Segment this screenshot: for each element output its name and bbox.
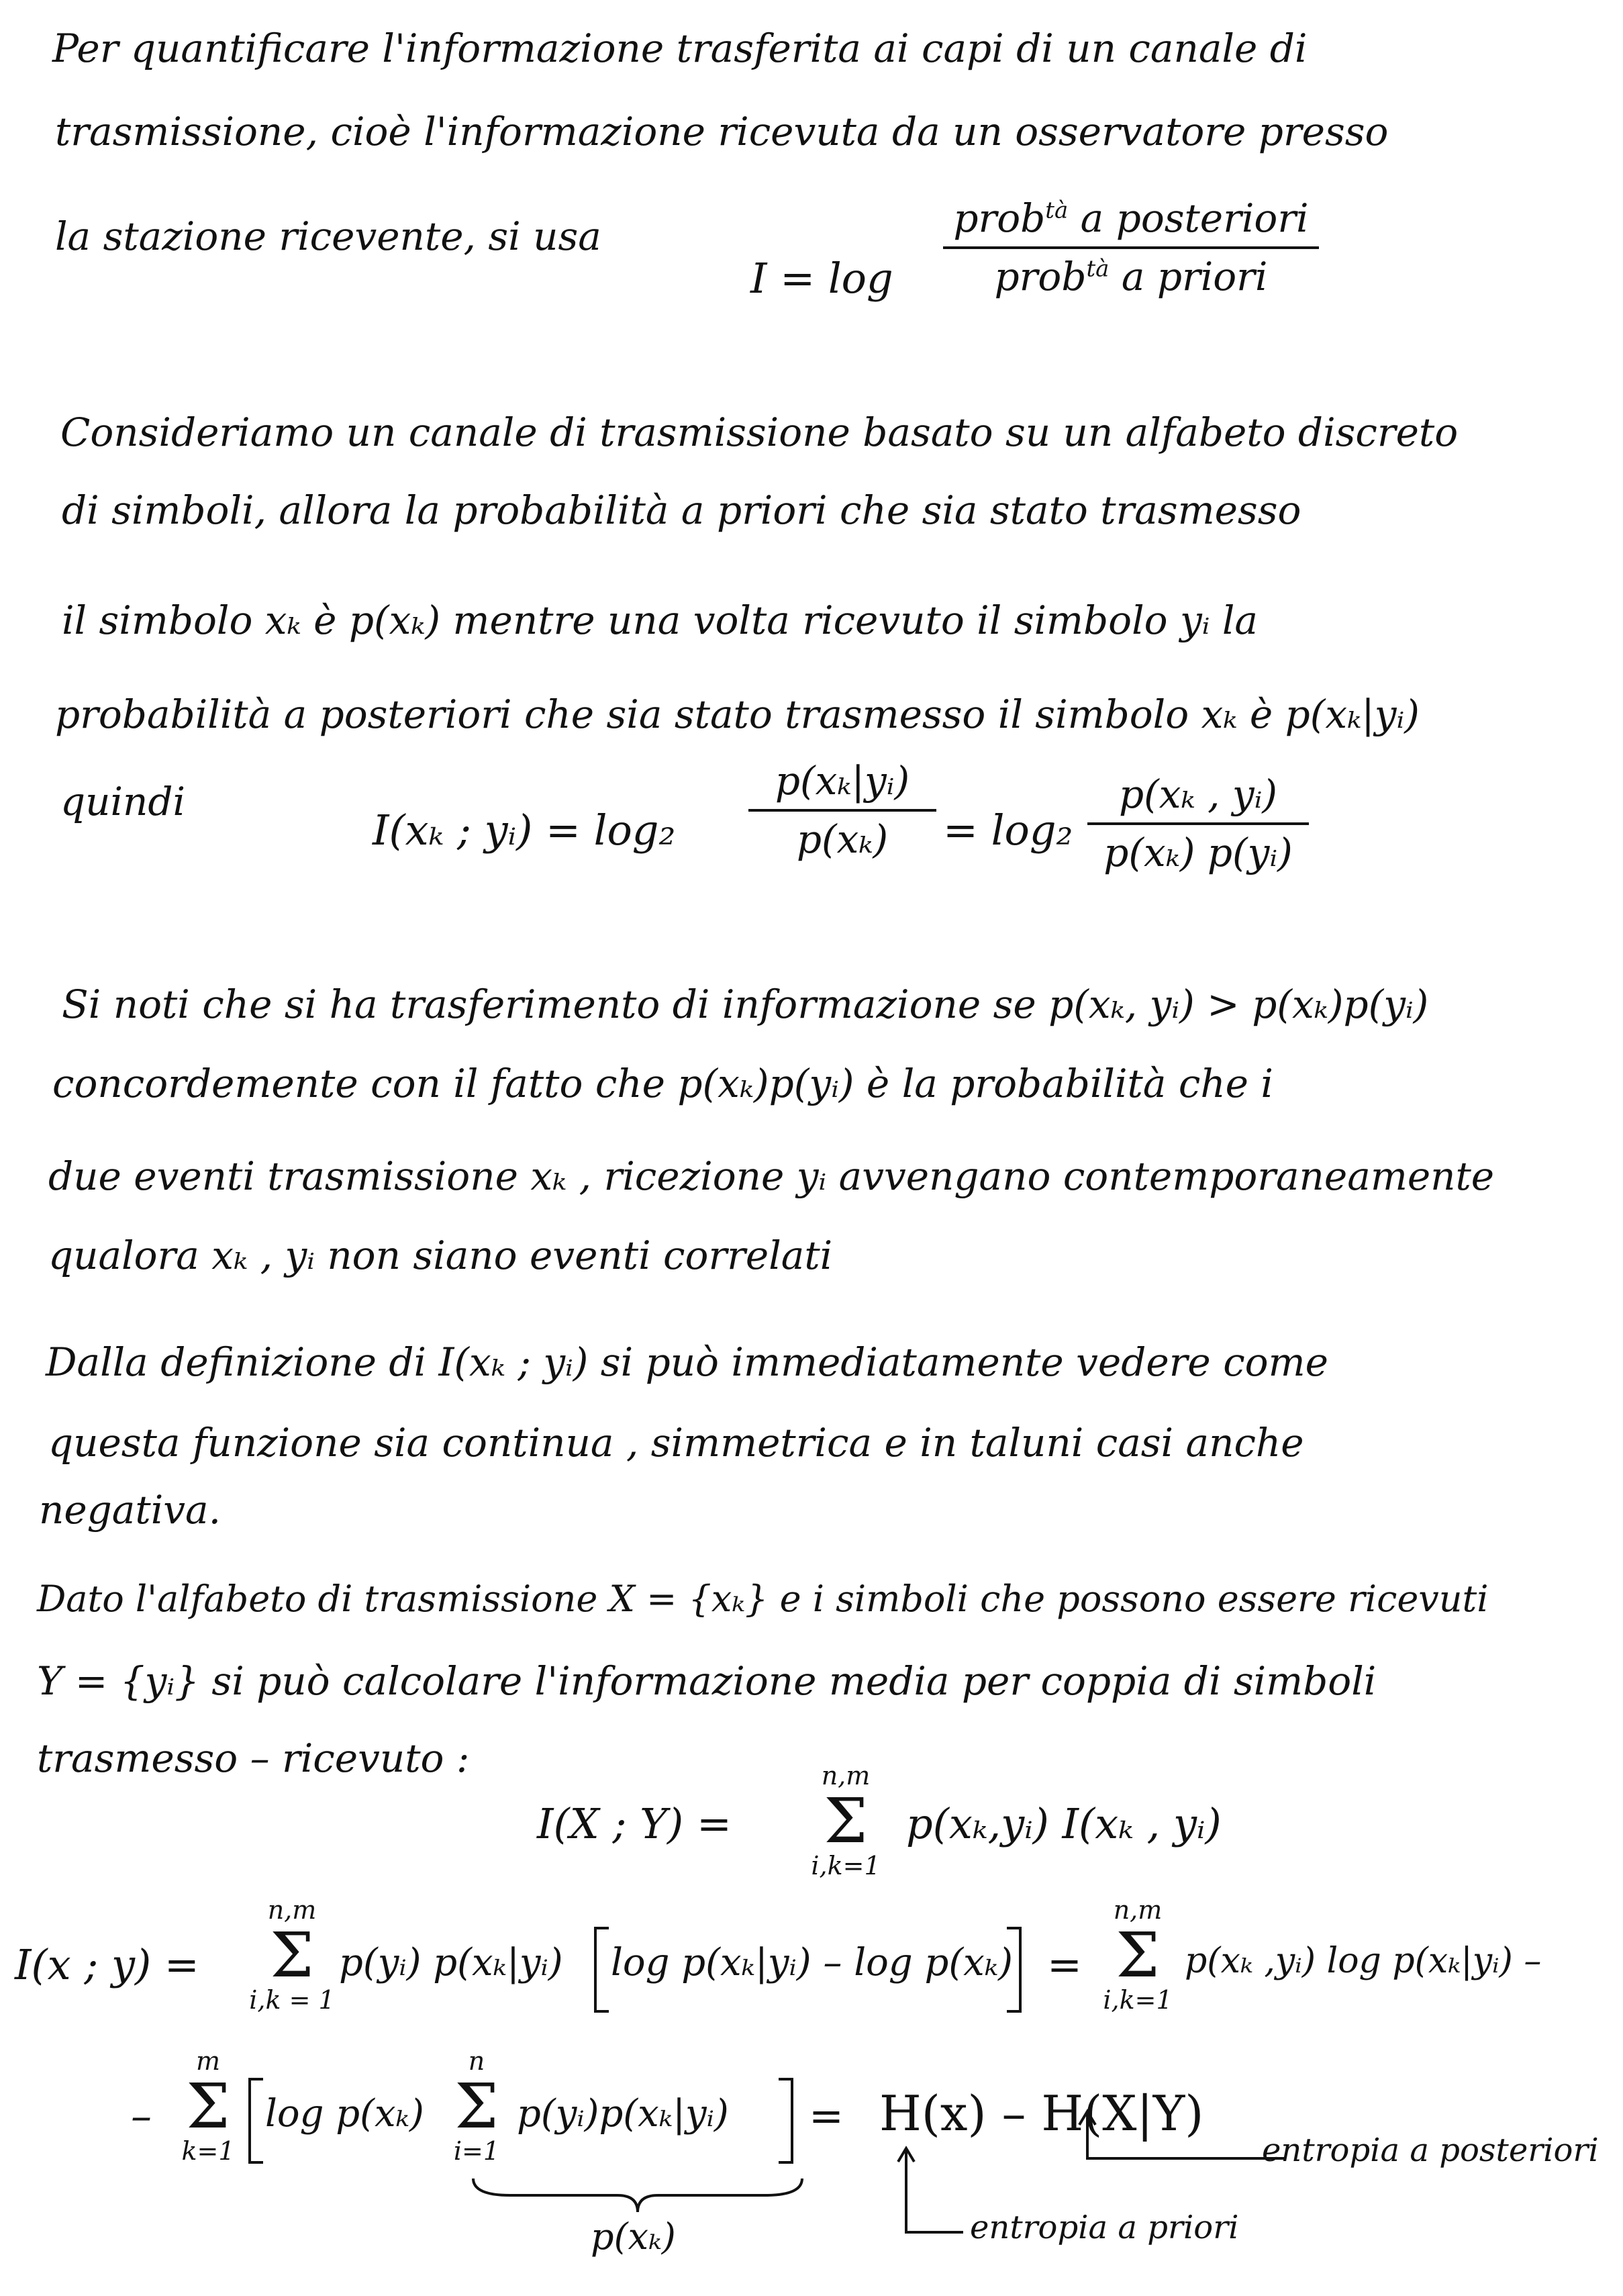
formula3-lhs: I(X ; Y) = bbox=[537, 1799, 732, 1848]
formula4-term: p(yᵢ) p(xₖ|yᵢ) bbox=[339, 1941, 563, 1984]
formula5-sum2-bottom: i=1 bbox=[453, 2136, 500, 2166]
p5-line2: Y = {yᵢ} si può calcolare l'informazione media per coppia di simboli bbox=[37, 1658, 1377, 1704]
formula5-bracket-left-content: log p(xₖ) bbox=[265, 2092, 424, 2136]
p4-line1: Dalla definizione di I(xₖ ; yᵢ) si può immediatamente vedere come bbox=[46, 1339, 1328, 1385]
formula2-lhs: I(xₖ ; yᵢ) = log₂ bbox=[373, 806, 676, 855]
formula1-num: prob bbox=[953, 195, 1046, 241]
formula5-sum1-bottom: k=1 bbox=[181, 2136, 235, 2166]
p1-line3: la stazione ricevente, si usa bbox=[55, 213, 601, 259]
formula5-eq: = bbox=[809, 2091, 844, 2140]
formula4-sum2 bbox=[1094, 1897, 1181, 2015]
p3-line2: concordemente con il fatto che p(xₖ)p(yᵢ) è la probabilità che i bbox=[52, 1061, 1273, 1106]
formula2-frac1-den: p(xₖ) bbox=[796, 816, 889, 862]
formula2-mid: = log₂ bbox=[943, 806, 1073, 855]
prior-arrow bbox=[886, 2145, 967, 2246]
formula4-bracket-content: log p(xₖ|yᵢ) – log p(xₖ) bbox=[611, 1941, 1014, 1984]
p3-line3: due eventi trasmissione xₖ , ricezione yᵢ avvengano contemporaneamente bbox=[48, 1153, 1495, 1199]
formula5-bracket-right-content: p(yᵢ)p(xₖ|yᵢ) bbox=[517, 2092, 729, 2136]
formula5-sum2 bbox=[440, 2048, 513, 2166]
p4-line2: questa funzione sia continua , simmetrica e in taluni casi anche bbox=[48, 1420, 1304, 1466]
formula5-underbrace bbox=[470, 2175, 805, 2215]
formula1-num-rest: a posteriori bbox=[1080, 195, 1309, 241]
formula3-sigma: Σ bbox=[824, 1784, 868, 1857]
p5-line3: trasmesso – ricevuto : bbox=[37, 1735, 470, 1781]
formula3-sum bbox=[789, 1762, 903, 1880]
formula4-sigma1: Σ bbox=[270, 1919, 314, 1991]
formula2-frac2-num: p(xₖ , yᵢ) bbox=[1119, 771, 1277, 817]
p3-line4: qualora xₖ , yᵢ non siano eventi correlati bbox=[48, 1233, 833, 1278]
formula3-rhs: p(xₖ,yᵢ) I(xₖ , yᵢ) bbox=[906, 1799, 1222, 1848]
formula2-frac2 bbox=[1087, 772, 1309, 875]
formula4-sum2-bottom: i,k=1 bbox=[1103, 1984, 1173, 2015]
formula1-num-sup: tà bbox=[1045, 197, 1069, 224]
formula5-sum1 bbox=[171, 2048, 245, 2166]
formula1-den: prob bbox=[994, 253, 1087, 299]
formula3-sum-top: n,m bbox=[821, 1761, 871, 1790]
formula2-frac1-num: p(xₖ|yᵢ) bbox=[775, 758, 910, 804]
formula5-sigma1: Σ bbox=[186, 2070, 230, 2142]
formula1-fraction bbox=[943, 196, 1319, 299]
formula4-sum1 bbox=[242, 1897, 342, 2015]
formula5-lead: – bbox=[131, 2091, 152, 2140]
p2-line2: di simboli, allora la probabilità a priori che sia stato trasmesso bbox=[62, 487, 1301, 533]
posterior-arrow bbox=[1067, 2108, 1289, 2175]
p5-line1: Dato l'alfabeto di trasmissione X = {xₖ} e i simboli che possono essere ricevuti bbox=[37, 1578, 1489, 1620]
formula5-bracket-left bbox=[248, 2078, 263, 2164]
formula5-sigma2: Σ bbox=[454, 2070, 499, 2142]
formula2-frac1-bar bbox=[748, 809, 936, 812]
formula5-result: H(x) – H(X|Y) bbox=[879, 2085, 1204, 2142]
formula3-sum-bottom: i,k=1 bbox=[811, 1850, 881, 1880]
formula4-sum2-top: n,m bbox=[1113, 1895, 1163, 1925]
formula4-bracket-left bbox=[594, 1927, 609, 2013]
annot-entropia-a-priori: entropia a priori bbox=[970, 2209, 1239, 2246]
formula5-bracket-right bbox=[779, 2078, 793, 2164]
p2-line3: il simbolo xₖ è p(xₖ) mentre una volta ricevuto il simbolo yᵢ la bbox=[62, 597, 1258, 643]
formula4-eq: = bbox=[1047, 1940, 1082, 1989]
p3-line1: Si noti che si ha trasferimento di informazione se p(xₖ, yᵢ) > p(xₖ)p(yᵢ) bbox=[62, 982, 1429, 1027]
formula4-sigma2: Σ bbox=[1116, 1919, 1160, 1991]
formula1-den-rest: a priori bbox=[1121, 253, 1268, 299]
p2-line1: Consideriamo un canale di trasmissione basato su un alfabeto discreto bbox=[60, 410, 1459, 455]
formula5-sum1-top: m bbox=[195, 2046, 221, 2076]
formula2-frac2-den: p(xₖ) p(yᵢ) bbox=[1103, 829, 1293, 875]
formula2-frac2-bar bbox=[1087, 822, 1309, 825]
p1-line2: trasmissione, cioè l'informazione ricevuta da un osservatore presso bbox=[55, 109, 1389, 154]
formula4-sum1-top: n,m bbox=[267, 1895, 317, 1925]
p2-line5: quindi bbox=[60, 779, 186, 824]
p2-line4: probabilità a posteriori che sia stato trasmesso il simbolo xₖ è p(xₖ|yᵢ) bbox=[55, 691, 1420, 737]
p1-line1: Per quantificare l'informazione trasferita ai capi di un canale di bbox=[52, 26, 1308, 71]
formula5-sum2-top: n bbox=[468, 2046, 485, 2076]
formula1-den-sup: tà bbox=[1086, 255, 1110, 283]
formula4-lhs: I(x ; y) = bbox=[15, 1940, 199, 1989]
formula4-sum1-bottom: i,k = 1 bbox=[249, 1984, 335, 2015]
formula1-bar bbox=[943, 246, 1319, 249]
formula2-frac1 bbox=[748, 759, 936, 861]
formula5-underbrace-label: p(xₖ) bbox=[591, 2215, 676, 2258]
formula4-bracket-right bbox=[1007, 1927, 1022, 2013]
formula1-lhs: I = log bbox=[750, 254, 893, 303]
p4-line3: negativa. bbox=[39, 1487, 222, 1533]
formula4-rhs: p(xₖ ,yᵢ) log p(xₖ|yᵢ) – bbox=[1185, 1941, 1542, 1981]
annot-entropia-a-posteriori: entropia a posteriori bbox=[1262, 2132, 1599, 2169]
